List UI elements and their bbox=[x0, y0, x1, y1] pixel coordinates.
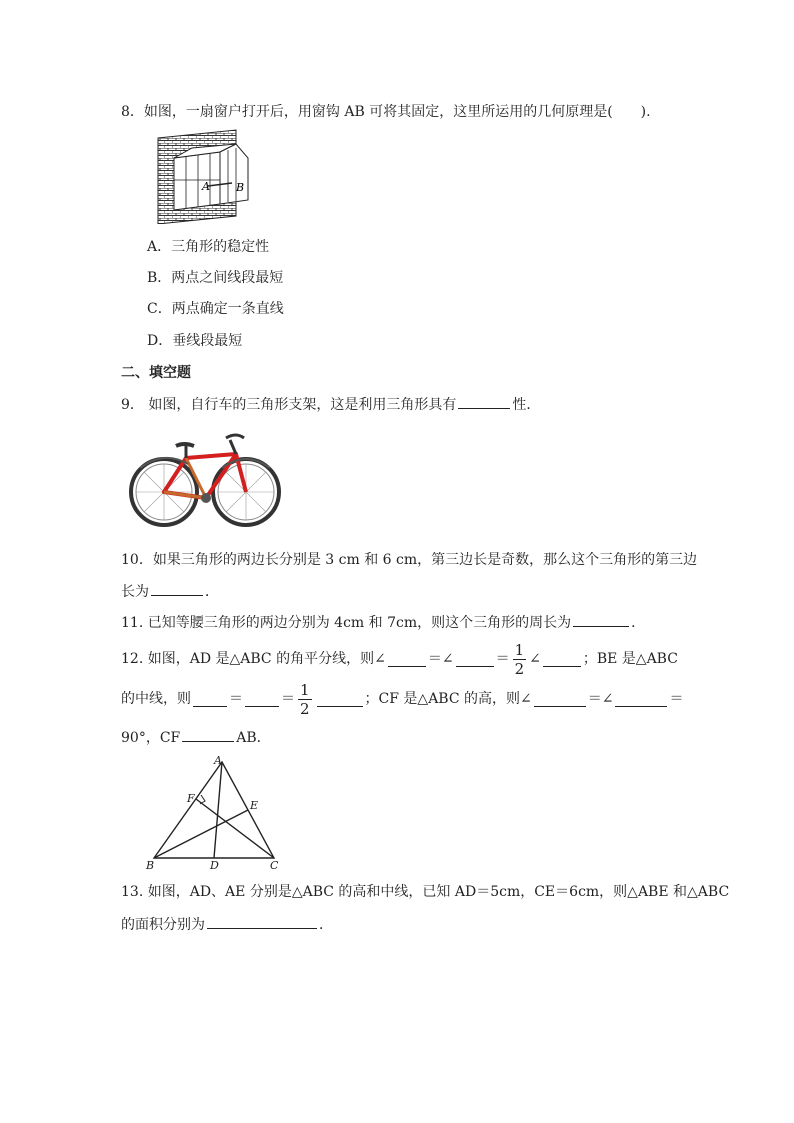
q12-eq-1: ＝ bbox=[427, 651, 442, 667]
point-label-f: F bbox=[187, 792, 195, 805]
q10-line2-before: 长为 bbox=[121, 584, 149, 600]
q12-angle-1: ∠ bbox=[441, 651, 454, 667]
q13-line2-before: 的面积分别为 bbox=[121, 917, 205, 933]
vertex-label-a: A bbox=[214, 754, 222, 767]
q12-blank-8[interactable] bbox=[615, 692, 667, 707]
q12-frac-den-1: 2 bbox=[514, 659, 525, 678]
q10-line2 bbox=[121, 581, 219, 602]
q8-option-c: C．两点确定一条直线 bbox=[147, 301, 284, 317]
q10-line2-after: ． bbox=[205, 584, 219, 600]
q12-blank-2[interactable] bbox=[456, 652, 494, 667]
q12-blank-6[interactable] bbox=[317, 692, 363, 707]
q11-after: ． bbox=[631, 615, 646, 631]
window-label-a: A bbox=[202, 180, 210, 193]
q12-blank-1[interactable] bbox=[388, 652, 426, 667]
q9-blank[interactable] bbox=[458, 394, 510, 409]
vertex-label-c: C bbox=[270, 859, 279, 872]
point-label-e: E bbox=[250, 799, 259, 812]
q12-line2 bbox=[121, 676, 683, 722]
q12-frac-num-2: 1 bbox=[300, 680, 310, 699]
q12-eq-2: ＝ bbox=[495, 651, 510, 667]
window-label-b: B bbox=[236, 181, 245, 194]
q12-fraction-1 bbox=[513, 641, 527, 678]
q12-blank-3[interactable] bbox=[543, 652, 581, 667]
triangle-figure bbox=[144, 752, 284, 872]
q12-l2-b: ；CF 是△ABC 的高，则∠ bbox=[364, 691, 532, 707]
q9-before: 9． 如图，自行车的三角形支架，这是利用三角形具有 bbox=[121, 397, 457, 413]
q12-line3 bbox=[121, 727, 271, 748]
q13-blank[interactable] bbox=[207, 914, 317, 929]
q12-eq-6: ＝ bbox=[669, 691, 684, 707]
q12-l1-a: 12. 如图，AD 是△ABC 的角平分线，则∠ bbox=[121, 651, 386, 667]
vertex-label-b: B bbox=[146, 859, 155, 872]
q13-line2 bbox=[121, 914, 333, 935]
q13-line2-after: ． bbox=[319, 917, 333, 933]
q12-l3-a: 90°，CF bbox=[121, 730, 181, 746]
q12-angle-2: ∠ bbox=[529, 651, 541, 667]
q12-angle-3: ∠ bbox=[601, 691, 614, 707]
q12-l1-b: ；BE 是△ABC bbox=[582, 651, 678, 667]
q13-line1: 13. 如图，AD、AE 分别是△ABC 的高和中线，已知 AD＝5cm，CE＝6cm，则△ABE 和△ABC bbox=[121, 884, 730, 900]
q12-eq-5: ＝ bbox=[587, 691, 602, 707]
point-label-d: D bbox=[210, 859, 219, 872]
q8-stem: 8．如图，一扇窗户打开后，用窗钩 AB 可将其固定，这里所运用的几何原理是( ). bbox=[121, 104, 651, 120]
q12-frac-den-2: 2 bbox=[300, 699, 310, 718]
q12-blank-4[interactable] bbox=[193, 692, 227, 707]
q11-before: 11. 已知等腰三角形的两边分别为 4cm 和 7cm，则这个三角形的周长为 bbox=[121, 615, 572, 631]
q10-blank[interactable] bbox=[151, 581, 203, 596]
q9-after: 性． bbox=[512, 397, 541, 413]
window-figure bbox=[156, 128, 252, 224]
q12-l2-a: 的中线，则 bbox=[121, 691, 191, 707]
q12-frac-num-1: 1 bbox=[514, 640, 525, 659]
q9 bbox=[121, 394, 540, 415]
q12-eq-4: ＝ bbox=[281, 691, 295, 707]
q12-blank-9[interactable] bbox=[182, 727, 234, 742]
section-title-fill-blank: 二、填空题 bbox=[121, 365, 191, 381]
bicycle-figure bbox=[126, 428, 282, 530]
q12-l3-b: AB． bbox=[236, 730, 271, 746]
q12-eq-3: ＝ bbox=[229, 691, 243, 707]
q12-blank-5[interactable] bbox=[245, 692, 279, 707]
q8-option-d: D．垂线段最短 bbox=[147, 333, 243, 349]
q10-line1: 10．如果三角形的两边长分别是 3 cm 和 6 cm，第三边长是奇数，那么这个三角形的第三边 bbox=[121, 552, 698, 568]
q8-option-a: A．三角形的稳定性 bbox=[147, 239, 270, 255]
q11-blank[interactable] bbox=[573, 612, 629, 627]
q8-option-b: B．两点之间线段最短 bbox=[147, 270, 284, 286]
q12-fraction-2 bbox=[298, 681, 312, 718]
q11 bbox=[121, 612, 645, 633]
q12-blank-7[interactable] bbox=[534, 692, 586, 707]
